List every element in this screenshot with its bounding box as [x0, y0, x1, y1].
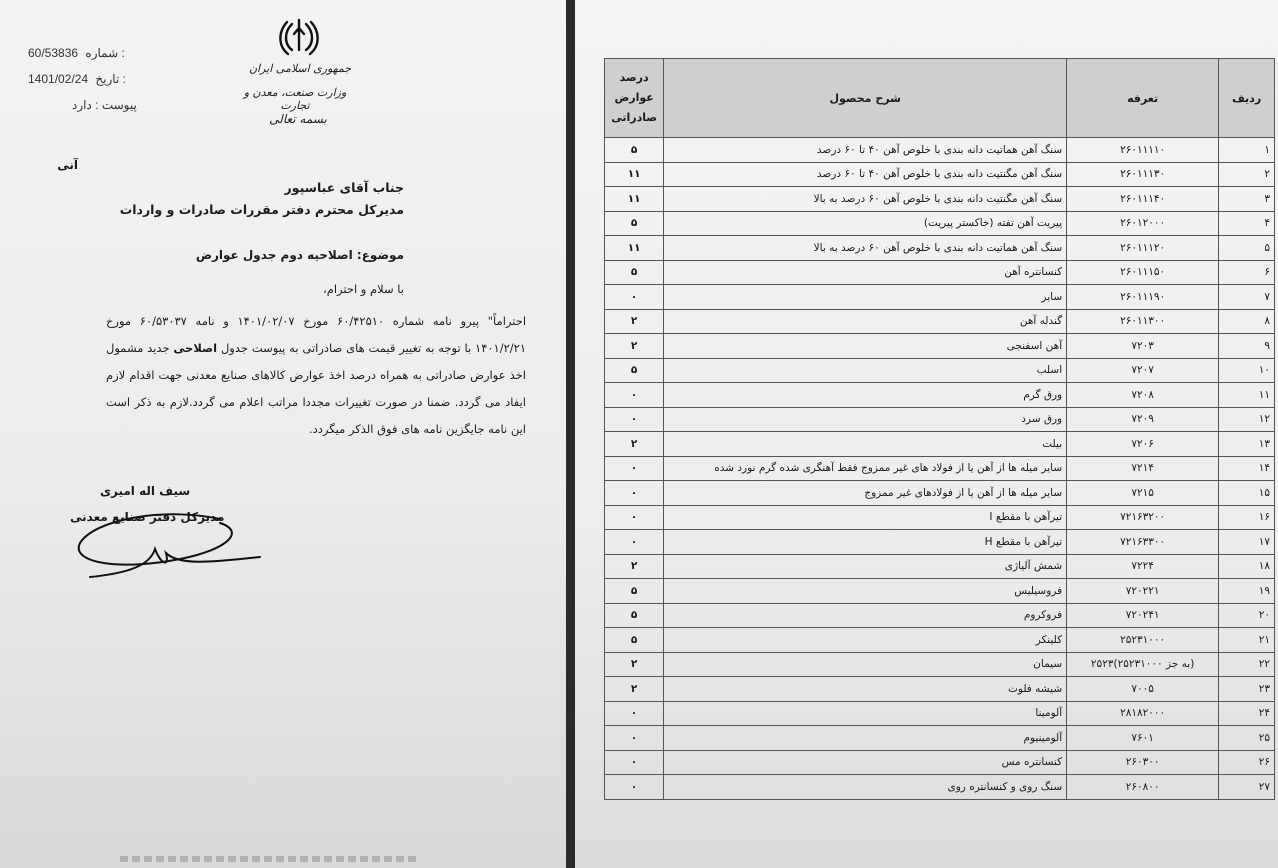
tariff-cell: ۲۵۲۳۱۰۰۰ — [1067, 628, 1219, 653]
letter-body-highlight: اصلاحی — [173, 341, 218, 355]
description-cell: اسلب — [664, 358, 1067, 383]
row-number-cell: ۹ — [1219, 334, 1275, 359]
description-cell: سیمان — [664, 652, 1067, 677]
description-cell: فروکروم — [664, 603, 1067, 628]
rate-cell: ۱۱ — [605, 187, 664, 212]
tariff-cell: ۲۶۰۱۱۱۳۰ — [1067, 162, 1219, 187]
rate-cell: ۱۱ — [605, 236, 664, 261]
tariff-cell: ۷۶۰۱ — [1067, 726, 1219, 751]
rate-cell: ۲ — [605, 432, 664, 457]
letter-attachment-label: پیوست : — [95, 98, 137, 112]
letter-body-part2: جدید مشمول اخذ عوارض صادراتی به همراه درصد اخذ عوارض کالاهای صنایع معدنی جهت اقدام لازم ایفاد می گردد. ضمنا در صورت تغییرات مجددا مراتب اعلام می گردد.لازم به ذکر است این نامه جایگزین نامه های فوق الذکر میگردد. — [106, 341, 526, 436]
signer-name: سیف اله امیری — [100, 484, 191, 498]
rate-cell: ۰ — [605, 481, 664, 506]
tariff-cell: ۷۲۰۳ — [1067, 334, 1219, 359]
letter-number-label: شماره : — [85, 46, 125, 60]
row-number-cell: ۲۷ — [1219, 775, 1275, 800]
iran-emblem-icon — [276, 14, 322, 60]
table-row — [605, 334, 1275, 359]
header-row-number: ردیف — [1219, 59, 1275, 138]
tariff-cell: ۲۶۰۱۱۱۲۰ — [1067, 236, 1219, 261]
cover-letter-page — [0, 0, 566, 868]
row-number-cell: ۱ — [1219, 138, 1275, 163]
letter-date — [28, 72, 126, 86]
row-number-cell: ۸ — [1219, 309, 1275, 334]
tariff-cell: ۲۶۰۱۲۰۰۰ — [1067, 211, 1219, 236]
table-row — [605, 505, 1275, 530]
letter-date-value: 1401/02/24 — [28, 72, 89, 86]
tariff-cell: ۲۸۱۸۲۰۰۰ — [1067, 701, 1219, 726]
table-row — [605, 432, 1275, 457]
tariff-cell: ۲۶۰۸۰۰ — [1067, 775, 1219, 800]
table-row — [605, 358, 1275, 383]
signature-icon — [70, 505, 270, 595]
rate-cell: ۰ — [605, 775, 664, 800]
rate-cell: ۰ — [605, 530, 664, 555]
recipient-title: مدیرکل محترم دفتر مقررات صادرات و واردات — [119, 202, 404, 217]
ministry-name: وزارت صنعت، معدن و تجارت — [243, 86, 347, 112]
description-cell: پیریت آهن تفته (خاکستر پیریت) — [664, 211, 1067, 236]
tariff-cell: ۷۲۱۴ — [1067, 456, 1219, 481]
table-header-row — [605, 59, 1275, 138]
rate-cell: ۰ — [605, 407, 664, 432]
description-cell: کلینکر — [664, 628, 1067, 653]
rate-cell: ۵ — [605, 260, 664, 285]
signer-title: مدیرکل دفتر صنایع معدنی — [70, 510, 225, 524]
rate-cell: ۵ — [605, 628, 664, 653]
rate-cell: ۰ — [605, 750, 664, 775]
table-row — [605, 603, 1275, 628]
row-number-cell: ۵ — [1219, 236, 1275, 261]
row-number-cell: ۱۶ — [1219, 505, 1275, 530]
row-number-cell: ۱۱ — [1219, 383, 1275, 408]
table-row — [605, 652, 1275, 677]
table-row — [605, 187, 1275, 212]
rate-cell: ۰ — [605, 726, 664, 751]
tariff-cell: ۲۶۰۱۱۱۹۰ — [1067, 285, 1219, 310]
row-number-cell: ۲ — [1219, 162, 1275, 187]
description-cell: سایر — [664, 285, 1067, 310]
description-cell: سایر میله ها از آهن یا از فولاد های غیر ممزوج فقط آهنگری شده گرم نورد شده — [664, 456, 1067, 481]
table-row — [605, 309, 1275, 334]
row-number-cell: ۲۰ — [1219, 603, 1275, 628]
description-cell: شیشه فلوت — [664, 677, 1067, 702]
tariff-cell: ۷۲۰۸ — [1067, 383, 1219, 408]
table-row — [605, 628, 1275, 653]
row-number-cell: ۷ — [1219, 285, 1275, 310]
row-number-cell: ۱۹ — [1219, 579, 1275, 604]
rate-cell: ۲ — [605, 554, 664, 579]
description-cell: سنگ آهن هماتیت دانه بندی با خلوص آهن ۶۰ درصد به بالا — [664, 236, 1067, 261]
description-cell: آهن اسفنجی — [664, 334, 1067, 359]
description-cell: شمش آلیاژی — [664, 554, 1067, 579]
header-rate: درصد عوارض صادراتی — [605, 59, 664, 138]
row-number-cell: ۲۴ — [1219, 701, 1275, 726]
tariff-cell: ۷۲۰۷ — [1067, 358, 1219, 383]
description-cell: کنسانتره مس — [664, 750, 1067, 775]
table-row — [605, 750, 1275, 775]
rate-cell: ۵ — [605, 579, 664, 604]
table-row — [605, 554, 1275, 579]
rate-cell: ۲ — [605, 652, 664, 677]
tariff-table-page — [575, 0, 1278, 868]
tariff-cell: ۲۶۰۱۱۱۴۰ — [1067, 187, 1219, 212]
row-number-cell: ۱۳ — [1219, 432, 1275, 457]
tariff-cell: ۷۲۰۶ — [1067, 432, 1219, 457]
description-cell: سایر میله ها از آهن یا از فولادهای غیر ممزوج — [664, 481, 1067, 506]
letter-attachment — [72, 98, 137, 112]
urgency-label: آنی — [57, 158, 78, 172]
rate-cell: ۱۱ — [605, 162, 664, 187]
letter-attachment-value: دارد — [72, 98, 92, 112]
row-number-cell: ۲۵ — [1219, 726, 1275, 751]
rate-cell: ۵ — [605, 603, 664, 628]
rate-cell: ۲ — [605, 677, 664, 702]
table-row — [605, 285, 1275, 310]
row-number-cell: ۱۲ — [1219, 407, 1275, 432]
tariff-table-body — [605, 138, 1275, 800]
table-row — [605, 260, 1275, 285]
letter-body — [106, 308, 526, 443]
table-row — [605, 775, 1275, 800]
row-number-cell: ۱۰ — [1219, 358, 1275, 383]
tariff-cell: ۷۲۱۵ — [1067, 481, 1219, 506]
row-number-cell: ۴ — [1219, 211, 1275, 236]
table-row — [605, 456, 1275, 481]
description-cell: ورق سرد — [664, 407, 1067, 432]
row-number-cell: ۲۲ — [1219, 652, 1275, 677]
header-description: شرح محصول — [664, 59, 1067, 138]
rate-cell: ۰ — [605, 701, 664, 726]
table-row — [605, 211, 1275, 236]
row-number-cell: ۶ — [1219, 260, 1275, 285]
government-name: جمهوری اسلامی ایران — [248, 62, 352, 75]
tariff-cell: ۲۵۲۳(به جز ۲۵۲۳۱۰۰۰) — [1067, 652, 1219, 677]
tariff-cell: ۷۰۰۵ — [1067, 677, 1219, 702]
rate-cell: ۲ — [605, 334, 664, 359]
rate-cell: ۲ — [605, 309, 664, 334]
tariff-cell: ۲۶۰۱۱۱۵۰ — [1067, 260, 1219, 285]
table-row — [605, 701, 1275, 726]
description-cell: کنسانتره آهن — [664, 260, 1067, 285]
rate-cell: ۰ — [605, 285, 664, 310]
tariff-cell: ۷۲۰۲۴۱ — [1067, 603, 1219, 628]
description-cell: فروسیلیس — [664, 579, 1067, 604]
rate-cell: ۵ — [605, 358, 664, 383]
rate-cell: ۰ — [605, 456, 664, 481]
tariff-cell: ۷۲۱۶۳۳۰۰ — [1067, 530, 1219, 555]
table-row — [605, 579, 1275, 604]
recipient-name: جناب آقای عباسپور — [284, 180, 404, 195]
description-cell: ورق گرم — [664, 383, 1067, 408]
tariff-cell: ۲۶۰۳۰۰ — [1067, 750, 1219, 775]
letter-subject: موضوع: اصلاحیه دوم جدول عوارض — [195, 248, 404, 262]
row-number-cell: ۲۳ — [1219, 677, 1275, 702]
description-cell: سنگ روی و کنسانتره روی — [664, 775, 1067, 800]
rate-cell: ۰ — [605, 505, 664, 530]
row-number-cell: ۱۸ — [1219, 554, 1275, 579]
description-cell: تیرآهن با مقطع H — [664, 530, 1067, 555]
table-row — [605, 726, 1275, 751]
rate-cell: ۵ — [605, 138, 664, 163]
table-row — [605, 530, 1275, 555]
tariff-cell: ۷۲۲۴ — [1067, 554, 1219, 579]
row-number-cell: ۲۶ — [1219, 750, 1275, 775]
tariff-table — [604, 58, 1275, 800]
description-cell: سنگ آهن مگنتیت دانه بندی با خلوص آهن ۶۰ درصد به بالا — [664, 187, 1067, 212]
table-row — [605, 236, 1275, 261]
table-row — [605, 383, 1275, 408]
description-cell: سنگ آهن مگنتیت دانه بندی با خلوص آهن ۴۰ تا ۶۰ درصد — [664, 162, 1067, 187]
description-cell: سنگ آهن هماتیت دانه بندی با خلوص آهن ۴۰ تا ۶۰ درصد — [664, 138, 1067, 163]
row-number-cell: ۲۱ — [1219, 628, 1275, 653]
letter-body-part1: احتراماً" پیرو نامه شماره ۶۰/۴۲۵۱۰ مورخ ۱۴۰۱/۰۲/۰۷ و نامه ۶۰/۵۳۰۳۷ مورخ ۱۴۰۱/۲/۲۱ با توجه به تغییر قیمت های صادراتی به پیوست جدول — [106, 314, 527, 355]
rate-cell: ۵ — [605, 211, 664, 236]
letter-number-value: 60/53836 — [28, 46, 79, 60]
description-cell: گندله آهن — [664, 309, 1067, 334]
footer-band — [120, 856, 420, 862]
tariff-cell: ۷۲۱۶۳۲۰۰ — [1067, 505, 1219, 530]
row-number-cell: ۱۵ — [1219, 481, 1275, 506]
row-number-cell: ۳ — [1219, 187, 1275, 212]
description-cell: تیرآهن با مقطع I — [664, 505, 1067, 530]
rate-cell: ۰ — [605, 383, 664, 408]
letter-number — [28, 46, 125, 60]
header-tariff: تعرفه — [1067, 59, 1219, 138]
row-number-cell: ۱۷ — [1219, 530, 1275, 555]
tariff-cell: ۲۶۰۱۱۱۱۰ — [1067, 138, 1219, 163]
table-row — [605, 481, 1275, 506]
table-row — [605, 162, 1275, 187]
description-cell: آلومینیوم — [664, 726, 1067, 751]
table-row — [605, 677, 1275, 702]
tariff-cell: ۷۲۰۲۲۱ — [1067, 579, 1219, 604]
description-cell: بیلت — [664, 432, 1067, 457]
tariff-cell: ۷۲۰۹ — [1067, 407, 1219, 432]
table-row — [605, 407, 1275, 432]
table-row — [605, 138, 1275, 163]
letter-heading: بسمه تعالی — [269, 112, 327, 126]
letter-date-label: تاریخ : — [95, 72, 126, 86]
row-number-cell: ۱۴ — [1219, 456, 1275, 481]
description-cell: آلومینا — [664, 701, 1067, 726]
tariff-cell: ۲۶۰۱۱۳۰۰ — [1067, 309, 1219, 334]
letter-greeting: با سلام و احترام، — [323, 282, 404, 296]
